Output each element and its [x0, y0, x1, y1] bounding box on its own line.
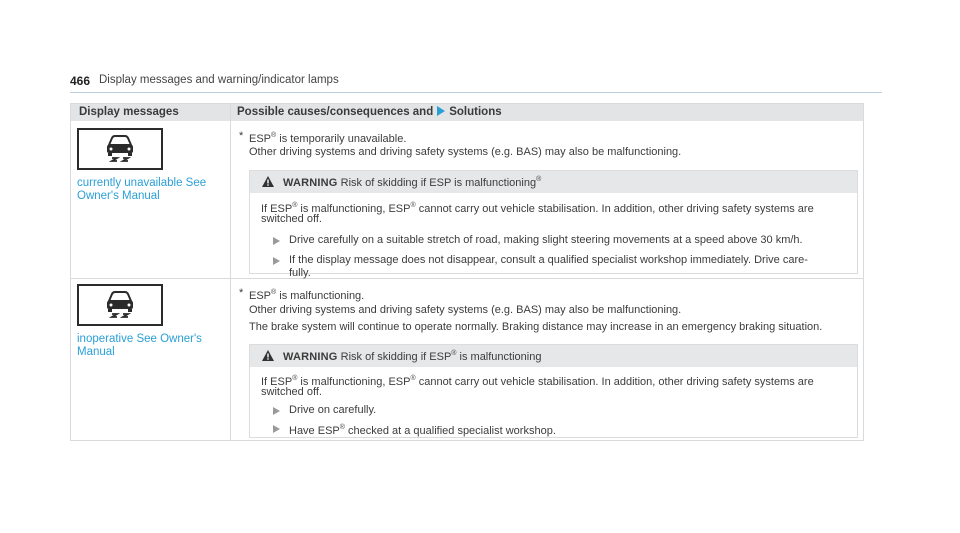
solutions-arrow-icon	[437, 106, 445, 116]
column-header-solutions: Solutions	[449, 106, 502, 118]
row2-warning-para-line1: If ESP® is malfunctioning, ESP® cannot carry out vehicle stabilisation. In addition, other driving safety systems are	[261, 375, 814, 388]
row2-message-line1: inoperative See Owner's	[77, 333, 202, 345]
row1-message-line1: currently unavailable See	[77, 177, 207, 189]
row2-cause-line3: The brake system will continue to operate normally. Braking distance may increase in an emergency braking situation.	[249, 321, 823, 333]
esp-skid-car-icon	[77, 128, 163, 170]
table-header	[71, 104, 863, 121]
row2-cause-line1: ESP® is malfunctioning.	[249, 289, 365, 302]
row1-message-label	[77, 177, 225, 203]
row2-star: *	[239, 287, 244, 299]
warning-triangle-icon	[262, 176, 274, 187]
bullet-arrow-icon	[273, 257, 280, 265]
row2-warning-header	[250, 345, 857, 367]
row2-warning-bullet1: Drive on carefully.	[289, 404, 377, 416]
row2-warning-box	[249, 344, 858, 438]
row1-warning-para-line2: switched off.	[261, 213, 322, 225]
row1-warning-header	[250, 171, 857, 193]
row2-warning-bullet2: Have ESP® checked at a qualified specialist workshop.	[289, 424, 556, 437]
bullet-arrow-icon	[273, 237, 280, 245]
column-header-causes: Possible causes/consequences and	[237, 106, 434, 118]
row2-message-line2: Manual	[77, 346, 115, 358]
column-header-display-messages: Display messages	[79, 106, 179, 118]
row1-star: *	[239, 130, 244, 142]
row1-warning-bullet2-line1: If the display message does not disappear, consult a qualified specialist workshop immediately. Drive care-	[289, 254, 808, 266]
warning-triangle-icon	[262, 350, 274, 361]
row2-message-label	[77, 333, 225, 359]
row1-warning-bullet2-line2: fully.	[289, 267, 311, 279]
display-messages-table	[70, 103, 864, 441]
row1-warning-para-line1: If ESP® is malfunctioning, ESP® cannot carry out vehicle stabilisation. In addition, other driving safety systems are	[261, 202, 814, 215]
row-divider	[71, 278, 863, 279]
bullet-arrow-icon	[273, 425, 280, 433]
row1-message-line2: Owner's Manual	[77, 190, 160, 202]
row2-cause-line2: Other driving systems and driving safety systems (e.g. BAS) may also be malfunctioning.	[249, 304, 682, 316]
bullet-arrow-icon	[273, 407, 280, 415]
column-divider	[230, 104, 231, 440]
row1-warning-title: WARNING Risk of skidding if ESP is malfunctioning®	[283, 176, 542, 189]
row2-warning-para-line2: switched off.	[261, 386, 322, 398]
esp-skid-car-icon	[77, 284, 163, 326]
row1-cause-line2: Other driving systems and driving safety systems (e.g. BAS) may also be malfunctioning.	[249, 146, 682, 158]
row1-warning-bullet1: Drive carefully on a suitable stretch of road, making slight steering movements at a speed above 30 km/h.	[289, 234, 803, 246]
row1-warning-box	[249, 170, 858, 279]
page-header	[70, 72, 882, 93]
column-header-causes-solutions	[237, 106, 502, 118]
page-title: Display messages and warning/indicator lamps	[99, 74, 339, 86]
row1-cause-line1: ESP® is temporarily unavailable.	[249, 132, 407, 145]
page-number: 466	[70, 74, 91, 88]
row2-warning-title: WARNING Risk of skidding if ESP® is malfunctioning	[283, 350, 542, 363]
